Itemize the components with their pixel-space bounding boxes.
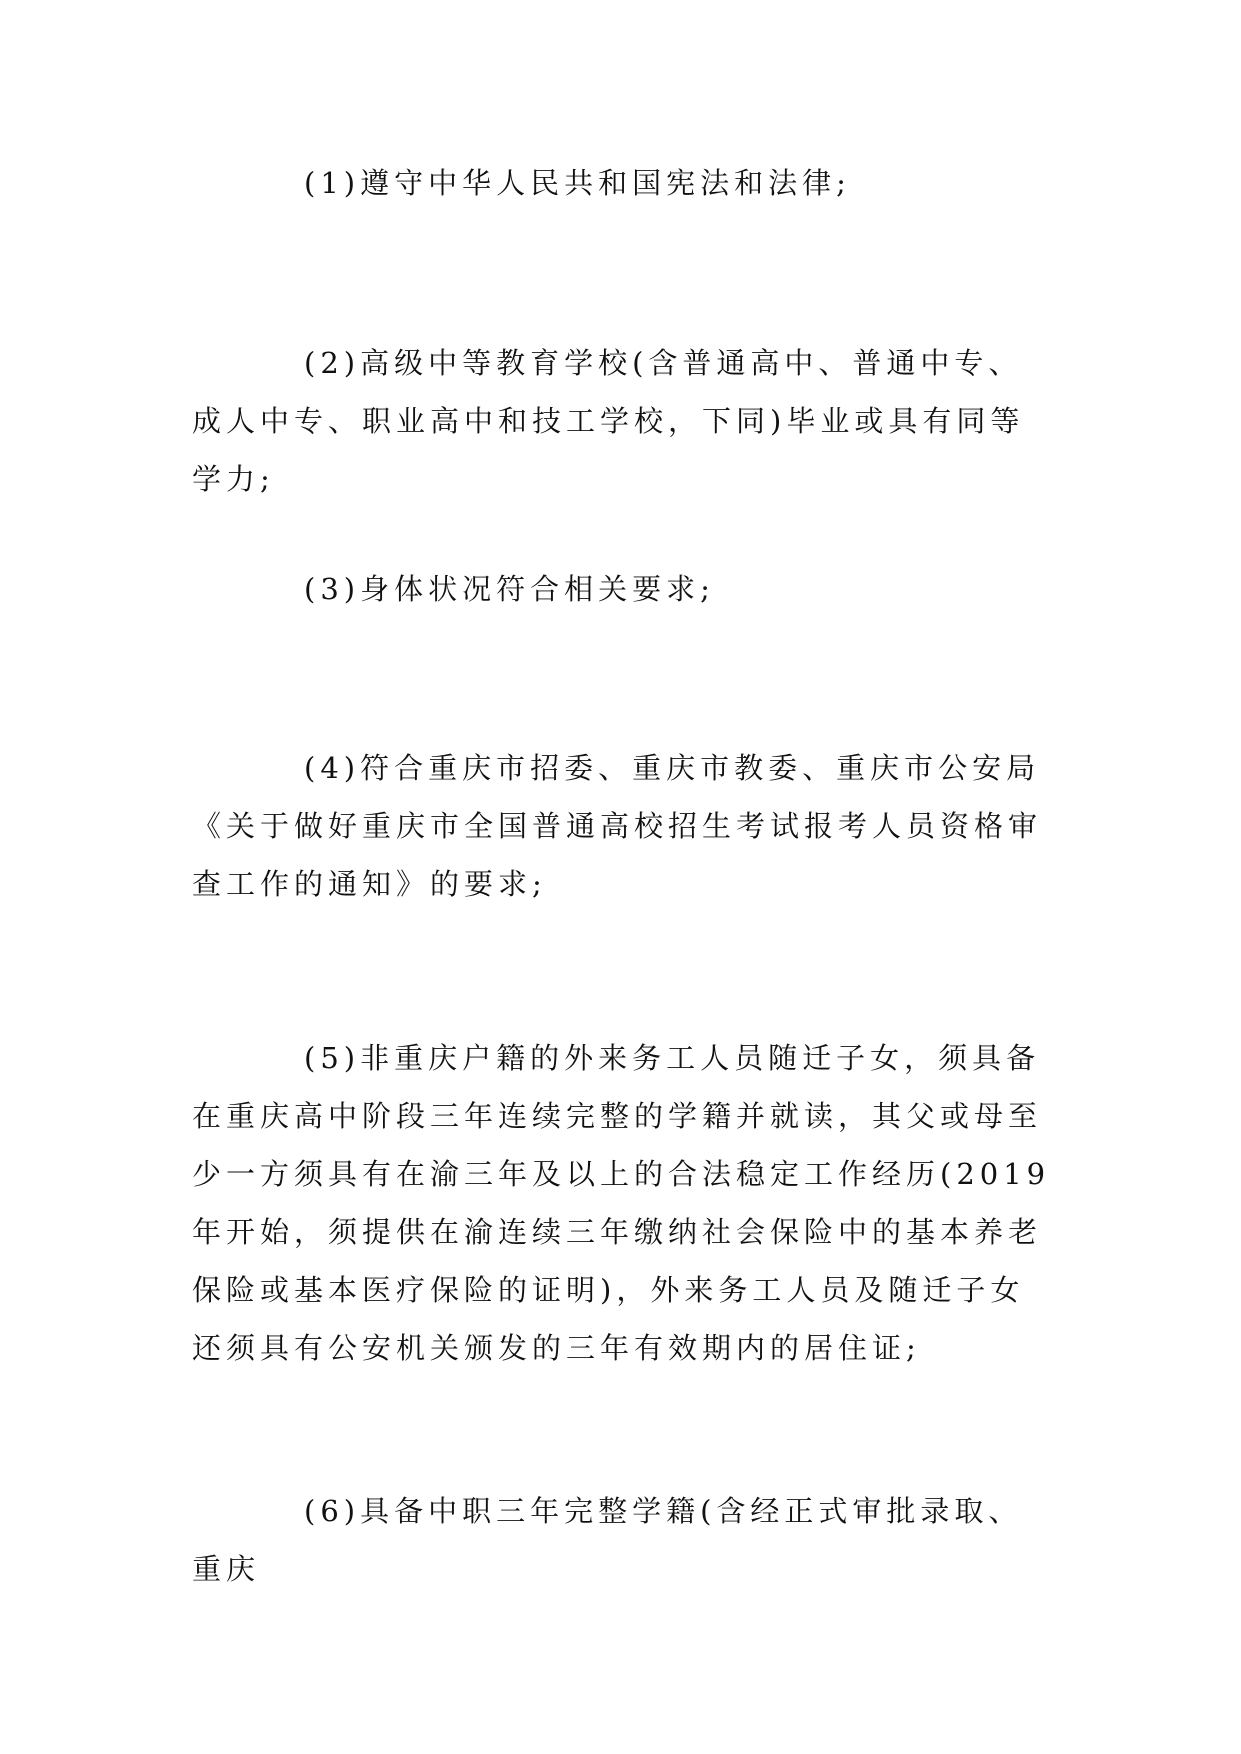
paragraph-3: (3)身体状况符合相关要求;	[304, 572, 715, 606]
paragraph-5: (5)非重庆户籍的外来务工人员随迁子女，须具备在重庆高中阶段三年连续完整的学籍并就读，其父或母至少一方须具有在渝三年及以上的合法稳定工作经历(2019年开始，须提供在渝连续三年缴纳社会保险中的基本养老保险或基本医疗保险的证明)，外来务工人员及随迁子女还须具有公安机关颁发的三年有效期内的居住证;	[192, 1041, 1051, 1365]
paragraph-2: (2)高级中等教育学校(含普通高中、普通中专、成人中专、职业高中和技工学校，下同)毕业或具有同等学力;	[192, 346, 1025, 496]
paragraph-4: (4)符合重庆市招委、重庆市教委、重庆市公安局《关于做好重庆市全国普通高校招生考试报考人员资格审查工作的通知》的要求;	[192, 751, 1043, 901]
paragraph-1: (1)遵守中华人民共和国宪法和法律;	[304, 166, 851, 200]
paragraph-6: (6)具备中职三年完整学籍(含经正式审批录取、重庆	[192, 1494, 1023, 1586]
